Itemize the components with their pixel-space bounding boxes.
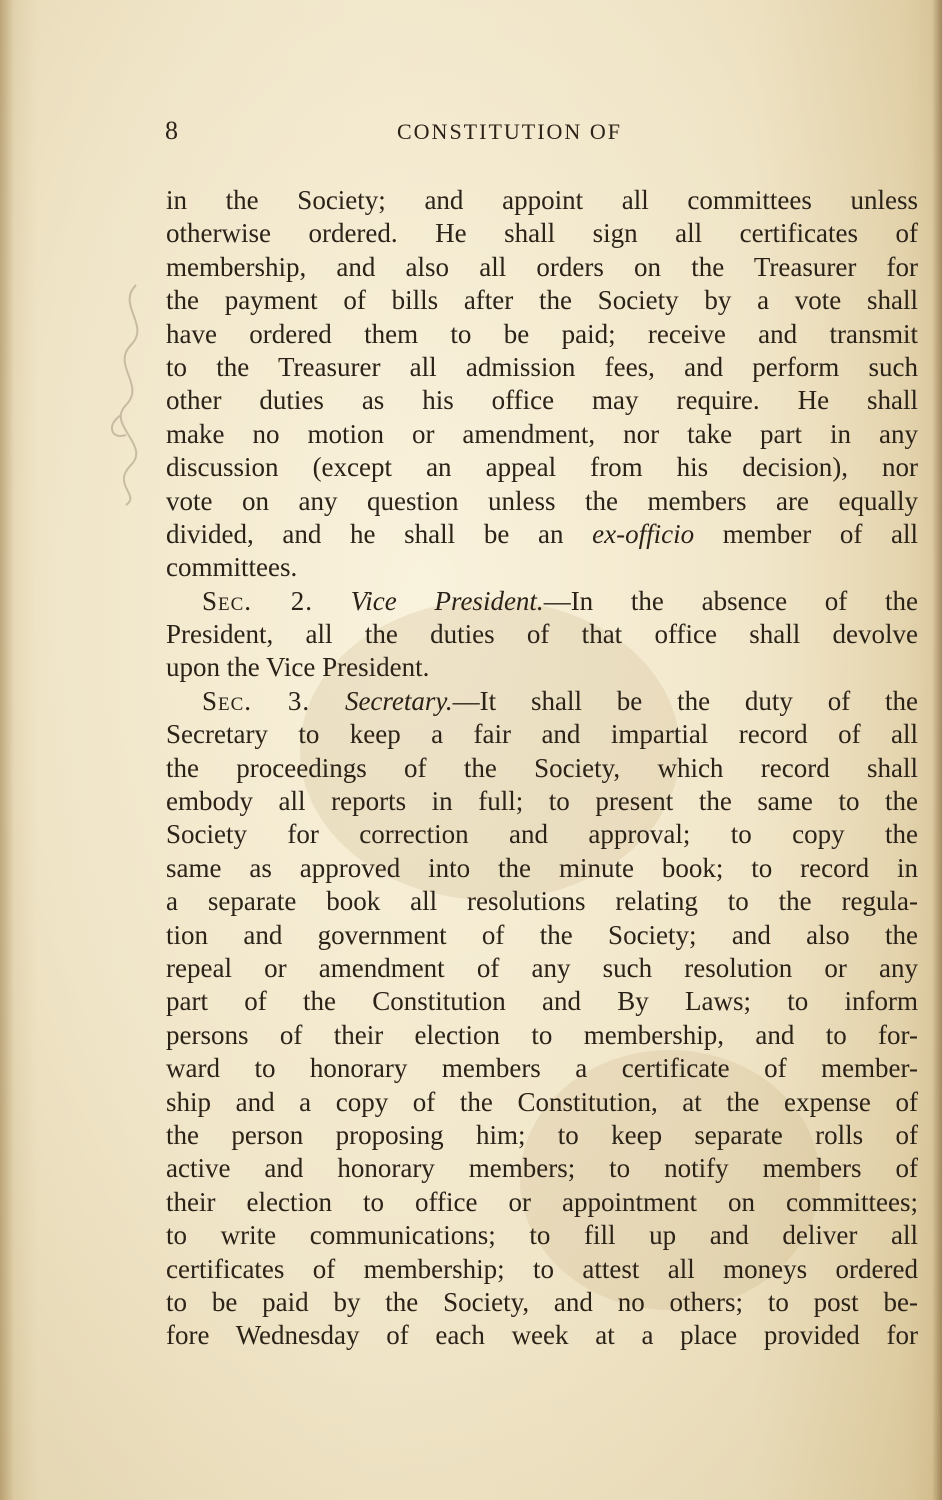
text-line: [166, 952, 918, 985]
text-line-content: member of all: [694, 518, 918, 549]
text-line-content: to be paid by the Society, and no others; to post be-: [166, 1286, 918, 1317]
text-line-content: tion and government of the Society; and also the: [166, 919, 918, 950]
italic-term: Vice President.: [350, 585, 544, 616]
text-line: [166, 1052, 918, 1085]
text-line-content: persons of their election to membership, and to for-: [166, 1019, 918, 1050]
italic-term: ex-officio: [592, 518, 695, 549]
text-line-content: ship and a copy of the Constitution, at the expense of: [166, 1086, 918, 1117]
page-number: 8: [165, 116, 179, 145]
body-text: [166, 184, 918, 1353]
text-line: [166, 651, 918, 684]
text-line-content: ward to honorary members a certificate of member-: [166, 1053, 918, 1084]
text-line-content: upon the Vice President.: [166, 652, 430, 683]
text-line-content: committees.: [166, 552, 298, 583]
text-line: [166, 1286, 918, 1319]
text-line: [166, 351, 918, 384]
text-line: [166, 451, 918, 484]
text-line: [166, 585, 918, 618]
running-head: [165, 116, 925, 156]
text-line: [166, 752, 918, 785]
text-line-content: active and honorary members; to notify members of: [166, 1153, 918, 1184]
text-line-content: to write communications; to fill up and deliver all: [166, 1220, 918, 1251]
text-line: [166, 551, 918, 584]
text-line: [166, 685, 918, 718]
text-line: [166, 1253, 918, 1286]
text-line: [166, 1152, 918, 1185]
text-line: [166, 1019, 918, 1052]
text-line: [166, 1219, 918, 1252]
text-line-content: —It shall be the duty of the: [452, 685, 919, 716]
text-line: [166, 418, 918, 451]
text-line-content: Secretary to keep a fair and impartial record of all: [166, 719, 918, 750]
text-line: [166, 518, 918, 551]
text-line-content: vote on any question unless the members are equally: [166, 485, 918, 516]
text-line-content: the payment of bills after the Society by a vote shall: [166, 285, 918, 316]
text-line-content: a separate book all resolutions relating to the regula-: [166, 886, 918, 917]
text-line: [166, 1119, 918, 1152]
text-line-content: repeal or amendment of any such resolution or any: [166, 952, 918, 983]
text-line: [166, 384, 918, 417]
text-line: [166, 818, 918, 851]
text-line: [166, 919, 918, 952]
text-line: [166, 251, 918, 284]
text-line-content: embody all reports in full; to present the same to the: [166, 786, 918, 817]
text-line: [166, 318, 918, 351]
text-line: [166, 284, 918, 317]
text-line-content: other duties as his office may require. He shall: [166, 385, 918, 416]
page-edge-right: [932, 0, 942, 1500]
text-line: [166, 1086, 918, 1119]
text-line: [166, 184, 918, 217]
text-line-content: the person proposing him; to keep separate rolls of: [166, 1119, 918, 1150]
text-line-content: discussion (except an appeal from his decision), nor: [166, 452, 918, 483]
running-head-title: CONSTITUTION OF: [397, 119, 622, 144]
text-line-content: divided, and he shall be an: [166, 518, 593, 549]
text-line: [166, 1186, 918, 1219]
text-line: [166, 1319, 918, 1352]
text-line: [166, 852, 918, 885]
text-line-content: make no motion or amendment, nor take part in any: [166, 418, 918, 449]
text-line-content: membership, and also all orders on the Treasurer for: [166, 251, 918, 282]
text-line: [166, 985, 918, 1018]
text-line-content: their election to office or appointment on committees;: [166, 1186, 918, 1217]
text-line: [166, 618, 918, 651]
text-line-content: certificates of membership; to attest all moneys ordered: [166, 1253, 918, 1284]
text-line: [166, 785, 918, 818]
text-line: [166, 718, 918, 751]
text-line-content: President, all the duties of that office shall devolve: [166, 619, 918, 650]
text-line-content: have ordered them to be paid; receive and transmit: [166, 318, 918, 349]
italic-term: Secretary.: [344, 685, 453, 716]
text-line-content: fore Wednesday of each week at a place provided for: [166, 1320, 918, 1351]
text-line-content: the proceedings of the Society, which record shall: [166, 752, 918, 783]
text-line-content: same as approved into the minute book; to record in: [166, 852, 918, 883]
text-line-content: in the Society; and appoint all committees unless: [166, 185, 918, 215]
text-line-content: otherwise ordered. He shall sign all certificates of: [166, 218, 918, 249]
pencil-signature-mark: [96, 265, 166, 515]
text-line-content: to the Treasurer all admission fees, and perform such: [166, 351, 918, 382]
page-edge-left: [0, 0, 14, 1500]
text-line-content: Society for correction and approval; to copy the: [166, 819, 918, 850]
text-line: [166, 485, 918, 518]
text-line: [166, 885, 918, 918]
section-number: Sec. 3.: [202, 685, 311, 716]
text-line-content: —In the absence of the: [543, 585, 919, 616]
text-line-content: part of the Constitution and By Laws; to inform: [166, 986, 918, 1017]
text-line: [166, 217, 918, 250]
section-number: Sec. 2.: [202, 585, 314, 616]
